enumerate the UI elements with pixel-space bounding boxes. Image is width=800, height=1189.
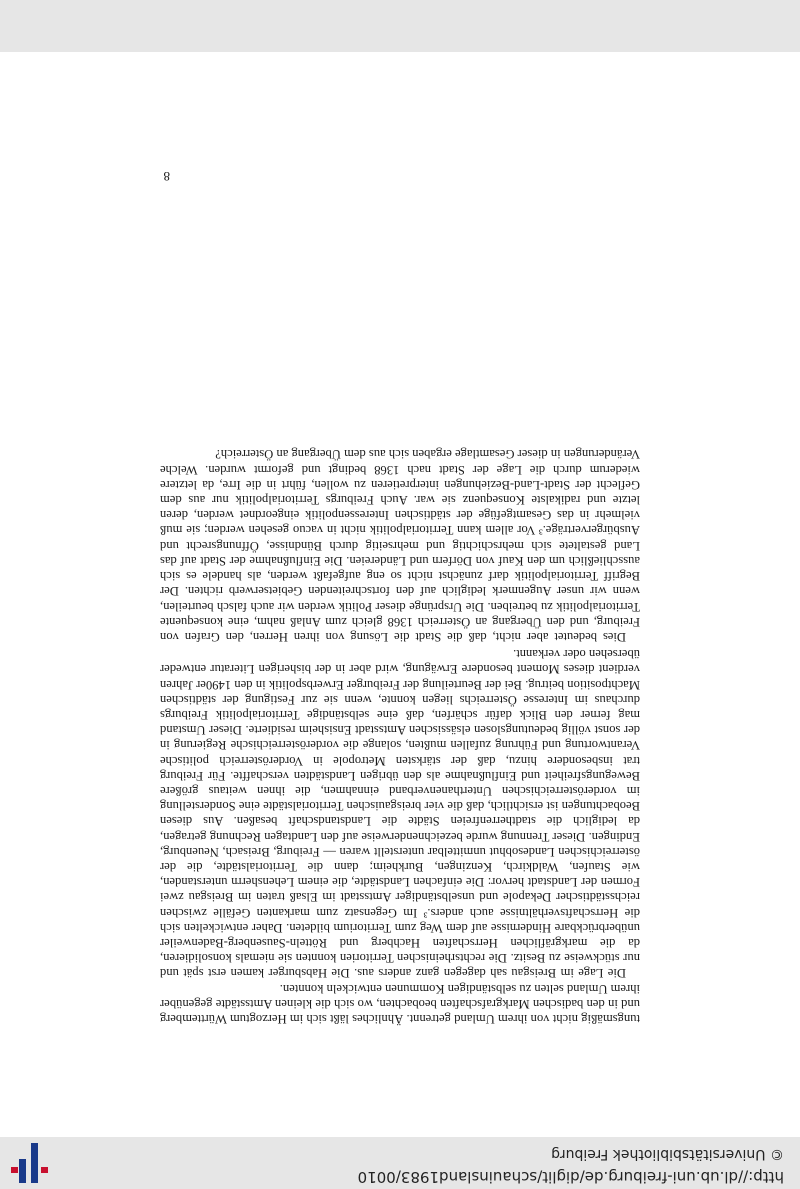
page-number: 8 [163, 169, 170, 184]
ub-freiburg-logo-icon [10, 1143, 56, 1183]
library-banner [0, 1137, 800, 1189]
source-url[interactable]: http://dl.ub.uni-freiburg.de/diglit/schauinsland1983/0010 [357, 1168, 784, 1186]
paragraph-breisgau: Die Lage im Breisgau sah dagegen ganz anders aus. Die Habsburger kamen erst spät und nur stückweise zu Besitz. Die rechtsrheinischen Territorien konnten sie niemals konsolidieren, da die markgräflichen Herrschaften Hachberg und Rötteln-Sausenberg-Badenweiler unüberbrückbare Hindernisse auf dem Weg zum Territorium bildeten. Daher entwickelten sich die Herrschaftsverhältnisse auch anders.³ Im Gegensatz zum markanten Gefälle zwischen reichsstädtischer Dekapole und unselbständiger Amtsstadt im Elsaß traten im Breisgau zwei Formen der Landstadt hervor: Die einfachen Landstädte, die einem Lehensherrn unterstanden, wie Staufen, Waldkirch, Kenzingen, Burkheim; dann die Territorialstädte, die der österreichischen Landesobhut unmittelbar unterstellt waren — Freiburg, Breisach, Neuenburg, Endingen. Dieser Trennung wurde bezeichnenderweise auf den Landtagen Rechnung getragen, da lediglich die stadtherrenfreien Städte die Landstandschaft besaßen. Aus diesen Beobachtungen ist ersichtlich, daß die vier breisgauischen Territorialstädte eine Sonderstellung im vorderösterreichischen Unterthanenverband einnahmen, die ihnen weitaus größere Bewegungsfreiheit und Einflußnahme als den übrigen Landstädten verschaffte. Für Freiburg trat insbesondere hinzu, daß der stärksten Metropole in Vorderösterreich politische Verantwortung und Führung zufallen mußten, solange die vorderösterreichische Regierung in der sonst völlig bedeutungslosen elsässischen Amtsstadt Ensisheim residierte. Dieser Umstand mag ferner den Blick dafür schärfen, daß eine selbständige Territorialpolitik Freiburgs durchaus im Interesse Österreichs liegen konnte, wenn sie zur Festigung der städtischen Machtposition beitrug. Bei der Beurteilung der Freiburger Erwerbspolitik in den 1490er Jahren verdient dieses Moment besondere Erwägung, wird aber in der bisherigen Literatur entweder übersehen oder verkannt. [160, 647, 640, 981]
bottom-strip [0, 0, 800, 52]
document-body [160, 446, 640, 1026]
paragraph-territorial-policy: Dies bedeutet aber nicht, daß die Stadt die Lösung von ihren Herren, den Grafen von Freiburg, und den Übergang an Österreich 1368 gleich zum Anlaß nahm, eine konsequente Territorialpolitik zu betreiben. Die Ursprünge dieser Politik werden wir auch falsch beurteilen, wenn wir unser Augenmerk lediglich auf den fortschreitenden Gebietserwerb richten. Der Begriff Territorialpolitik darf zunächst nicht so eng aufgefaßt werden, als handele es sich ausschließlich um den Kauf von Dörfern und Ländereien. Die Einflußnahme der Stadt auf das Land gestaltete sich mehrschichtig und mehrseitig durch Bündnisse, Öffnungsrecht und Ausbürgerverträge.³ Vor allem kann Territorialpolitik nicht in vacuo gesehen werden; sie muß vielmehr in das Gesamtgefüge der städtischen Interessenpolitik eingeordnet werden, deren letzte und radikalste Konsequenz sie war. Auch Freiburgs Territorialpolitik nur aus dem Geflecht der Stadt-Land-Beziehungen interpretieren zu wollen, führt in die Irre, da letztere wiederum durch die Lage der Stadt nach 1368 bedingt und geformt wurden. Welche Veränderungen in dieser Gesamtlage ergaben sich aus dem Übergang an Österreich? [160, 447, 640, 644]
copyright-credit: © Universitätsbibliothek Freiburg [551, 1146, 784, 1162]
paragraph-continuation: tungsmäßig nicht von ihrem Umland getrennt. Ähnliches läßt sich im Herzogtum Württemberg und in den badischen Markgrafschaften beobachten, wo sich die kleinen Amtsstädte gegenüber ihrem Umland selten zu selbständigen Kommunen entwickeln konnten. [160, 981, 640, 1026]
